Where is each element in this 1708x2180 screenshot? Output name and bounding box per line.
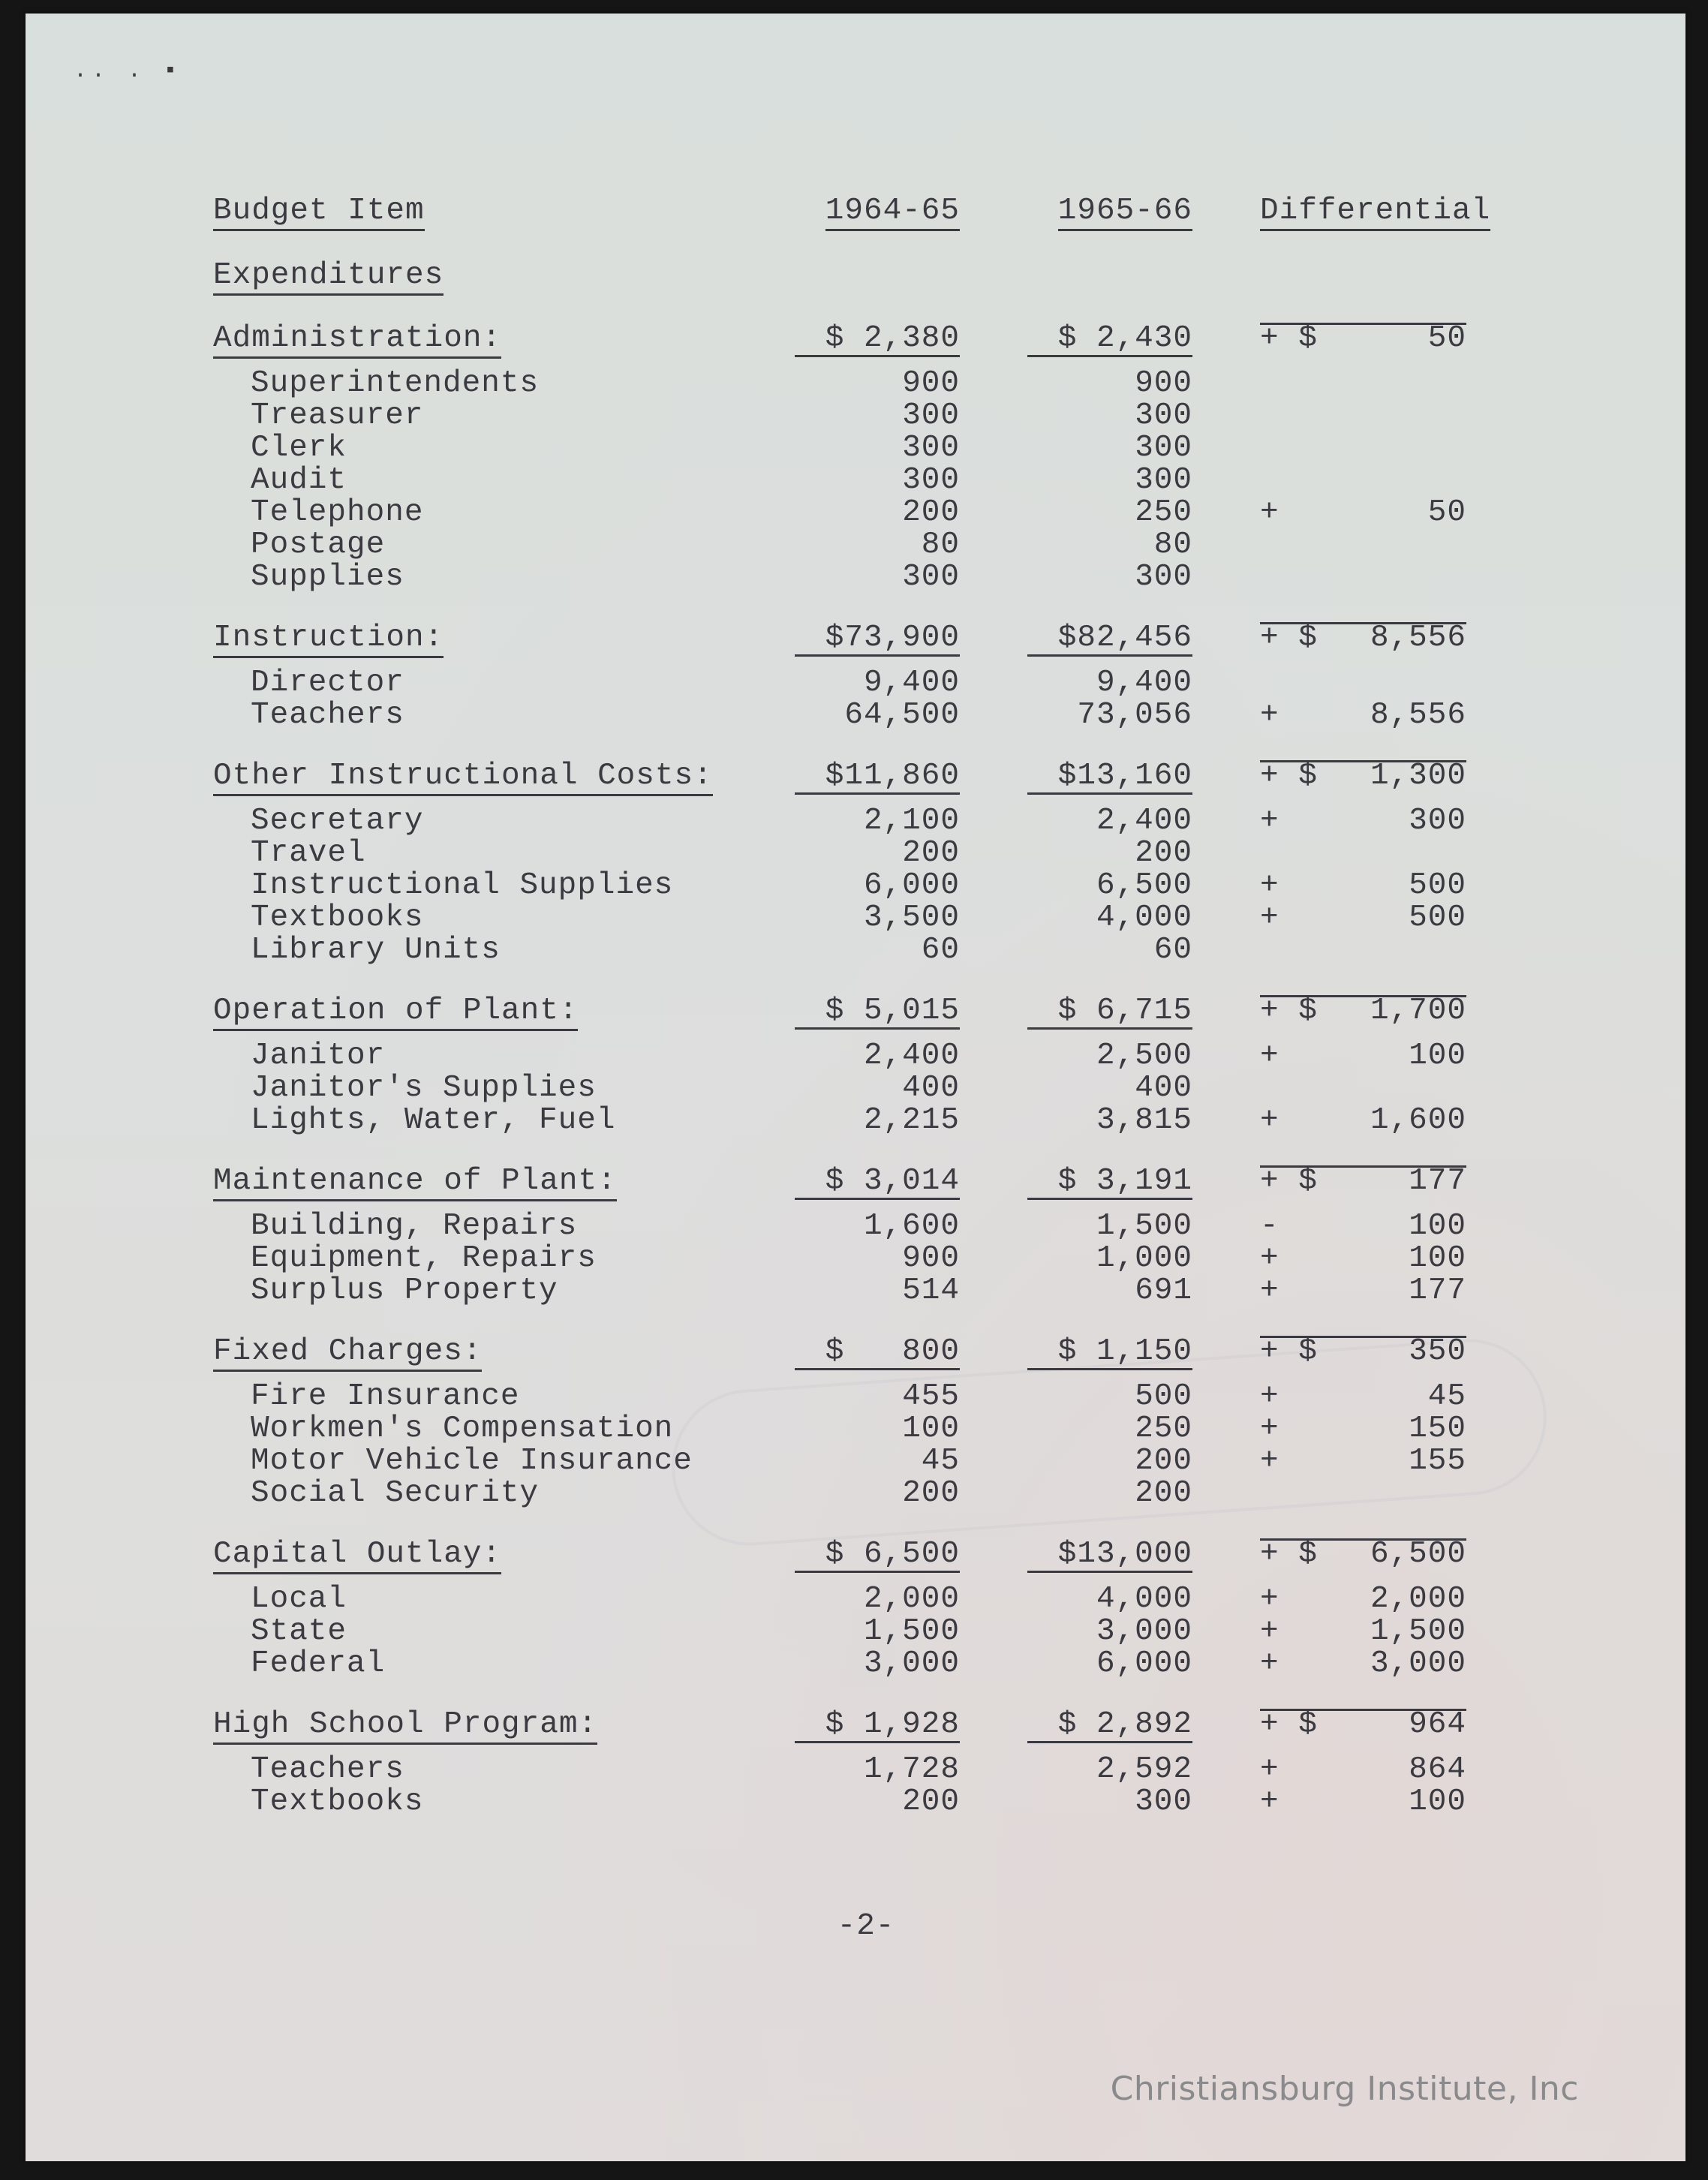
line-item-1965-66: 80: [1153, 528, 1192, 562]
section-total-1964-65: $11,860: [795, 760, 960, 795]
differential-value: 8,556: [1370, 698, 1466, 732]
section-differential: [1260, 1164, 1466, 1198]
line-item-row: [26, 1583, 1685, 1616]
line-item-row: [26, 1105, 1685, 1137]
section-total-1964-65: $ 800: [795, 1336, 960, 1370]
line-item-label: Library Units: [251, 933, 501, 967]
differential-sign: + $: [1260, 321, 1318, 356]
line-item-label: Equipment, Repairs: [251, 1241, 597, 1276]
header-year-1964-65: 1964-65: [825, 195, 960, 231]
budget-sections: [26, 323, 1685, 1847]
line-item-1964-65: 400: [902, 1071, 960, 1105]
section-title: Instruction:: [213, 622, 444, 658]
line-item-1965-66: 4,000: [1096, 1582, 1192, 1616]
line-item-1965-66: 300: [1135, 398, 1192, 433]
line-item-1964-65: 1,728: [863, 1752, 960, 1787]
differential-sign: +: [1260, 1412, 1279, 1446]
line-item-row: [26, 870, 1685, 902]
line-item-row: [26, 902, 1685, 934]
differential-value: 864: [1409, 1752, 1466, 1787]
section-header-row: [26, 1336, 1685, 1373]
differential-sign: +: [1260, 868, 1279, 903]
differential-sign: +: [1260, 804, 1279, 838]
section-header-row: [26, 1165, 1685, 1203]
line-item-row: [26, 934, 1685, 967]
section-title: Maintenance of Plant:: [213, 1165, 617, 1201]
line-item-1965-66: 300: [1135, 431, 1192, 465]
differential-sign: +: [1260, 1241, 1279, 1276]
line-item-1964-65: 2,100: [863, 804, 960, 838]
differential-sign: +: [1260, 1039, 1279, 1073]
differential-value: 500: [1409, 868, 1466, 903]
line-item-row: [26, 667, 1685, 699]
page-number: -2-: [837, 1909, 895, 1944]
line-item-1964-65: 9,400: [863, 666, 960, 700]
differential-value: 150: [1409, 1412, 1466, 1446]
line-item-1964-65: 6,000: [863, 868, 960, 903]
differential-sign: + $: [1260, 1164, 1318, 1198]
section-title: Administration:: [213, 323, 501, 359]
section-header-row: [26, 1709, 1685, 1746]
section-differential: [1260, 1707, 1466, 1742]
differential-sign: + $: [1260, 1537, 1318, 1571]
line-item-1964-65: 200: [902, 1785, 960, 1819]
line-item-label: Postage: [251, 528, 386, 562]
differential-value: 8,556: [1370, 621, 1466, 655]
line-item-1965-66: 2,400: [1096, 804, 1192, 838]
line-item-1964-65: 300: [902, 463, 960, 498]
line-item-1965-66: 200: [1135, 836, 1192, 870]
differential-sign: +: [1260, 1379, 1279, 1414]
header-budget-item: Budget Item: [213, 195, 425, 231]
section-total-1964-65: $ 5,015: [795, 995, 960, 1030]
line-item-1965-66: 500: [1135, 1379, 1192, 1414]
differential-sign: + $: [1260, 621, 1318, 655]
differential-value: 300: [1409, 804, 1466, 838]
table-header: [26, 195, 1685, 233]
line-item-row: [26, 1648, 1685, 1680]
differential-value: 1,700: [1370, 994, 1466, 1028]
line-item-row: [26, 497, 1685, 529]
line-item-label: Supplies: [251, 560, 404, 594]
line-item-label: State: [251, 1614, 347, 1649]
line-item-1965-66: 73,056: [1077, 698, 1192, 732]
line-item-1965-66: 3,815: [1096, 1103, 1192, 1138]
differential-value: 1,300: [1370, 759, 1466, 793]
line-item-1964-65: 455: [902, 1379, 960, 1414]
line-item-label: Social Security: [251, 1476, 540, 1511]
line-item-1964-65: 200: [902, 495, 960, 530]
line-item-1964-65: 200: [902, 836, 960, 870]
budget-section: [26, 1538, 1685, 1680]
line-item-label: Clerk: [251, 431, 347, 465]
differential-value: 964: [1409, 1707, 1466, 1742]
line-item-1964-65: 300: [902, 431, 960, 465]
budget-section: [26, 323, 1685, 594]
line-item-1964-65: 900: [902, 366, 960, 401]
line-item-row: [26, 368, 1685, 400]
line-item-label: Local: [251, 1582, 347, 1616]
line-item-row: [26, 1413, 1685, 1445]
section-differential: [1260, 994, 1466, 1028]
line-item-label: Janitor's Supplies: [251, 1071, 597, 1105]
line-item-row: [26, 1210, 1685, 1243]
line-item-row: [26, 561, 1685, 594]
line-item-1965-66: 691: [1135, 1273, 1192, 1308]
budget-section: [26, 1336, 1685, 1510]
line-item-label: Teachers: [251, 698, 404, 732]
header-differential: Differential: [1260, 195, 1490, 231]
differential-value: 350: [1409, 1334, 1466, 1369]
section-title: Other Instructional Costs:: [213, 760, 713, 796]
line-item-1964-65: 2,400: [863, 1039, 960, 1073]
differential-sign: +: [1260, 1444, 1279, 1478]
section-header-row: [26, 323, 1685, 360]
line-item-label: Teachers: [251, 1752, 404, 1787]
line-item-1965-66: 250: [1135, 495, 1192, 530]
line-item-1964-65: 60: [921, 933, 960, 967]
differential-sign: +: [1260, 495, 1279, 530]
line-item-label: Director: [251, 666, 404, 700]
section-title: Fixed Charges:: [213, 1336, 482, 1372]
differential-value: 50: [1427, 321, 1466, 356]
section-header-row: [26, 622, 1685, 660]
differential-value: 50: [1427, 495, 1466, 530]
section-total-1964-65: $ 3,014: [795, 1165, 960, 1200]
line-item-label: Audit: [251, 463, 347, 498]
line-item-row: [26, 1786, 1685, 1818]
line-item-1965-66: 200: [1135, 1444, 1192, 1478]
section-total-1964-65: $ 6,500: [795, 1538, 960, 1573]
section-total-1965-66: $ 2,892: [1027, 1709, 1192, 1743]
differential-sign: +: [1260, 698, 1279, 732]
differential-sign: +: [1260, 1752, 1279, 1787]
section-differential: [1260, 621, 1466, 655]
line-item-row: [26, 1616, 1685, 1648]
section-total-1965-66: $ 6,715: [1027, 995, 1192, 1030]
differential-sign: +: [1260, 1646, 1279, 1681]
section-total-1965-66: $13,160: [1027, 760, 1192, 795]
line-item-row: [26, 1275, 1685, 1307]
line-item-row: [26, 432, 1685, 465]
expenditures-heading: [213, 260, 444, 296]
line-item-row: [26, 1040, 1685, 1072]
ink-specks: .. . ▪: [74, 59, 182, 84]
budget-section: [26, 622, 1685, 732]
line-item-1965-66: 250: [1135, 1412, 1192, 1446]
section-total-1965-66: $ 2,430: [1027, 323, 1192, 357]
line-item-label: Textbooks: [251, 1785, 424, 1819]
line-item-label: Textbooks: [251, 901, 424, 935]
line-item-label: Janitor: [251, 1039, 386, 1073]
section-title: Capital Outlay:: [213, 1538, 501, 1574]
line-item-1964-65: 900: [902, 1241, 960, 1276]
differential-sign: +: [1260, 1273, 1279, 1308]
line-item-label: Secretary: [251, 804, 424, 838]
line-item-label: Superintendents: [251, 366, 540, 401]
section-total-1964-65: $ 2,380: [795, 323, 960, 357]
line-item-row: [26, 400, 1685, 432]
line-item-label: Fire Insurance: [251, 1379, 520, 1414]
line-item-row: [26, 1445, 1685, 1478]
differential-sign: +: [1260, 1582, 1279, 1616]
line-item-1964-65: 514: [902, 1273, 960, 1308]
line-item-row: [26, 1381, 1685, 1413]
line-item-1965-66: 400: [1135, 1071, 1192, 1105]
line-item-1964-65: 300: [902, 560, 960, 594]
budget-section: [26, 1709, 1685, 1818]
differential-value: 177: [1409, 1273, 1466, 1308]
differential-sign: +: [1260, 1785, 1279, 1819]
differential-value: 100: [1409, 1039, 1466, 1073]
section-total-1964-65: $ 1,928: [795, 1709, 960, 1743]
line-item-label: Telephone: [251, 495, 424, 530]
differential-value: 100: [1409, 1209, 1466, 1243]
section-title: High School Program:: [213, 1709, 597, 1745]
line-item-label: Instructional Supplies: [251, 868, 674, 903]
line-item-row: [26, 529, 1685, 561]
differential-value: 1,600: [1370, 1103, 1466, 1138]
line-item-1964-65: 3,000: [863, 1646, 960, 1681]
line-item-1964-65: 100: [902, 1412, 960, 1446]
line-item-1965-66: 3,000: [1096, 1614, 1192, 1649]
section-differential: [1260, 1537, 1466, 1571]
differential-value: 45: [1427, 1379, 1466, 1414]
line-item-1965-66: 2,500: [1096, 1039, 1192, 1073]
line-item-1965-66: 1,500: [1096, 1209, 1192, 1243]
differential-sign: + $: [1260, 1334, 1318, 1369]
line-item-row: [26, 1754, 1685, 1786]
differential-sign: + $: [1260, 759, 1318, 793]
line-item-1965-66: 300: [1135, 463, 1192, 498]
line-item-1965-66: 300: [1135, 1785, 1192, 1819]
differential-sign: + $: [1260, 994, 1318, 1028]
line-item-1965-66: 4,000: [1096, 901, 1192, 935]
line-item-1965-66: 60: [1153, 933, 1192, 967]
differential-sign: +: [1260, 1103, 1279, 1138]
line-item-1964-65: 2,215: [863, 1103, 960, 1138]
differential-sign: +: [1260, 1614, 1279, 1649]
differential-value: 100: [1409, 1785, 1466, 1819]
line-item-1964-65: 300: [902, 398, 960, 433]
differential-sign: + $: [1260, 1707, 1318, 1742]
line-item-1965-66: 6,500: [1096, 868, 1192, 903]
section-differential: [1260, 1334, 1466, 1369]
line-item-1965-66: 9,400: [1096, 666, 1192, 700]
section-header-row: [26, 1538, 1685, 1576]
section-differential: [1260, 759, 1466, 793]
document-page: [26, 14, 1685, 2161]
section-title: Operation of Plant:: [213, 995, 578, 1031]
line-item-1965-66: 900: [1135, 366, 1192, 401]
budget-section: [26, 995, 1685, 1137]
line-item-row: [26, 837, 1685, 870]
line-item-1964-65: 80: [921, 528, 960, 562]
budget-section: [26, 1165, 1685, 1307]
differential-sign: -: [1260, 1209, 1279, 1243]
line-item-1965-66: 300: [1135, 560, 1192, 594]
line-item-row: [26, 1243, 1685, 1275]
line-item-label: Building, Repairs: [251, 1209, 578, 1243]
watermark: Christiansburg Institute, Inc: [1110, 2070, 1579, 2108]
line-item-1964-65: 1,500: [863, 1614, 960, 1649]
section-total-1965-66: $ 3,191: [1027, 1165, 1192, 1200]
line-item-1964-65: 45: [921, 1444, 960, 1478]
line-item-label: Surplus Property: [251, 1273, 558, 1308]
line-item-1964-65: 64,500: [844, 698, 960, 732]
section-differential: [1260, 321, 1466, 356]
section-total-1964-65: $73,900: [795, 622, 960, 657]
section-header-row: [26, 995, 1685, 1033]
differential-value: 177: [1409, 1164, 1466, 1198]
line-item-row: [26, 1072, 1685, 1105]
line-item-label: Travel: [251, 836, 366, 870]
budget-section: [26, 760, 1685, 967]
line-item-row: [26, 1478, 1685, 1510]
section-header-row: [26, 760, 1685, 798]
differential-value: 155: [1409, 1444, 1466, 1478]
line-item-label: Workmen's Compensation: [251, 1412, 674, 1446]
section-total-1965-66: $82,456: [1027, 622, 1192, 657]
section-total-1965-66: $ 1,150: [1027, 1336, 1192, 1370]
line-item-1964-65: 3,500: [863, 901, 960, 935]
line-item-label: Lights, Water, Fuel: [251, 1103, 616, 1138]
line-item-label: Treasurer: [251, 398, 424, 433]
line-item-row: [26, 805, 1685, 837]
line-item-1964-65: 1,600: [863, 1209, 960, 1243]
line-item-1965-66: 1,000: [1096, 1241, 1192, 1276]
differential-value: 2,000: [1370, 1582, 1466, 1616]
differential-value: 1,500: [1370, 1614, 1466, 1649]
line-item-1965-66: 200: [1135, 1476, 1192, 1511]
line-item-1964-65: 2,000: [863, 1582, 960, 1616]
section-total-1965-66: $13,000: [1027, 1538, 1192, 1573]
differential-value: 6,500: [1370, 1537, 1466, 1571]
differential-sign: +: [1260, 901, 1279, 935]
differential-value: 500: [1409, 901, 1466, 935]
line-item-1965-66: 6,000: [1096, 1646, 1192, 1681]
line-item-1965-66: 2,592: [1096, 1752, 1192, 1787]
line-item-label: Motor Vehicle Insurance: [251, 1444, 693, 1478]
expenditures-label: Expenditures: [213, 260, 444, 296]
differential-value: 3,000: [1370, 1646, 1466, 1681]
line-item-row: [26, 699, 1685, 732]
header-year-1965-66: 1965-66: [1058, 195, 1192, 231]
line-item-row: [26, 465, 1685, 497]
line-item-label: Federal: [251, 1646, 386, 1681]
differential-value: 100: [1409, 1241, 1466, 1276]
line-item-1964-65: 200: [902, 1476, 960, 1511]
